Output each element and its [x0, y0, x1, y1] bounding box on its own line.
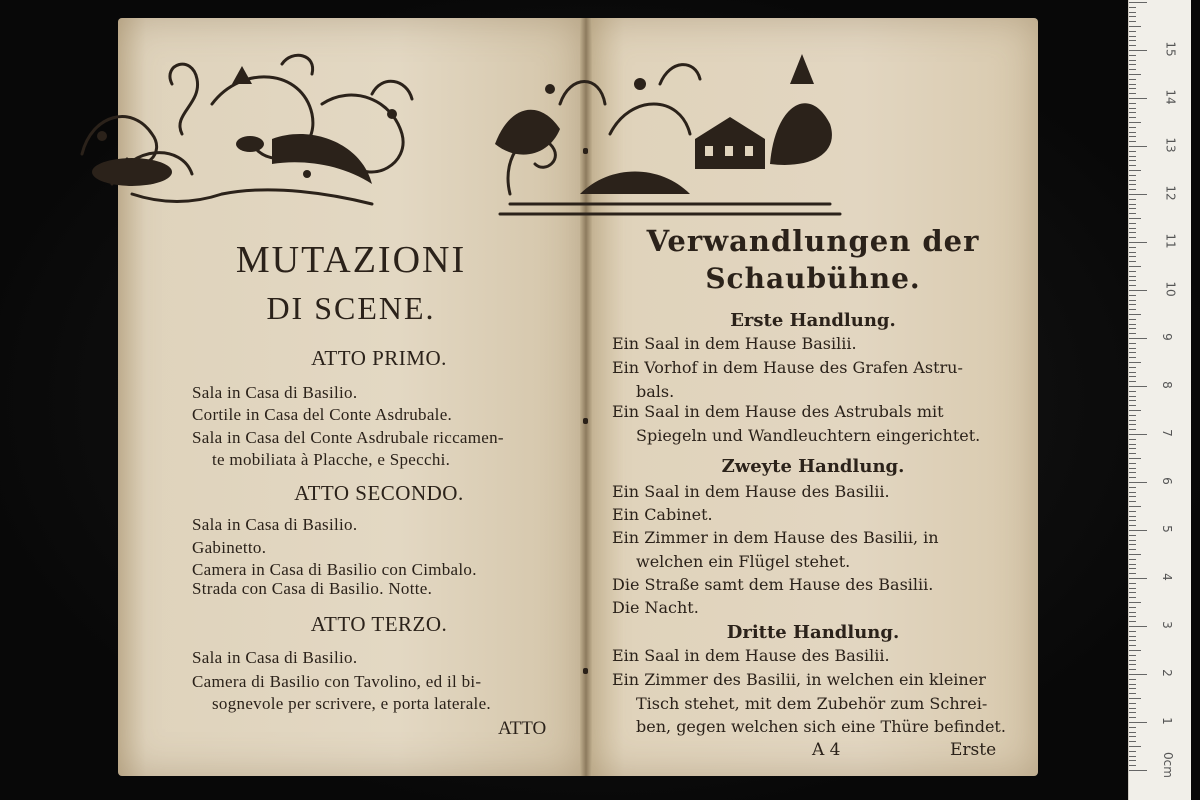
ruler-tick	[1129, 338, 1147, 339]
binding-stitch	[583, 418, 588, 424]
ruler-tick	[1129, 429, 1136, 430]
left-scene-line: Sala in Casa di Basilio.	[192, 383, 358, 402]
left-scene-line: Camera di Basilio con Tavolino, ed il bi-	[192, 672, 482, 691]
right-catchword: Erste	[950, 740, 997, 760]
ruler-tick	[1129, 165, 1136, 166]
ruler-tick	[1129, 640, 1136, 641]
left-act-heading: ATTO PRIMO.	[311, 346, 447, 370]
ruler-tick	[1129, 232, 1136, 233]
ruler-tick	[1129, 564, 1136, 565]
ruler-tick	[1129, 708, 1136, 709]
ruler-tick	[1129, 93, 1136, 94]
ruler-tick	[1129, 664, 1136, 665]
ruler-tick	[1129, 223, 1136, 224]
ruler-tick	[1129, 122, 1141, 123]
right-scene-line: welchen ein Flügel stehet.	[636, 552, 851, 571]
ruler-tick	[1129, 760, 1136, 761]
ruler-label: 5	[1159, 525, 1174, 533]
ruler-tick	[1129, 621, 1136, 622]
ruler-tick	[1129, 295, 1136, 296]
ruler-tick	[1129, 175, 1136, 176]
ruler-tick	[1129, 40, 1136, 41]
ruler-label: 8	[1159, 381, 1174, 389]
binding-stitch	[583, 668, 588, 674]
ruler-tick	[1129, 424, 1136, 425]
left-scene-line: Cortile in Casa del Conte Asdrubale.	[192, 405, 453, 424]
left-ornament-vignette	[72, 44, 432, 214]
ruler-label: 6	[1159, 477, 1174, 485]
ruler-tick	[1129, 516, 1136, 517]
ruler-tick	[1129, 602, 1141, 603]
ruler-tick	[1129, 309, 1136, 310]
ruler-tick	[1129, 631, 1136, 632]
ruler-tick	[1129, 156, 1136, 157]
ruler-tick	[1129, 343, 1136, 344]
ruler-label: 11	[1163, 233, 1178, 249]
ruler-label: 14	[1163, 89, 1178, 105]
ruler-tick	[1129, 84, 1136, 85]
ruler-tick	[1129, 645, 1136, 646]
ruler-tick	[1129, 136, 1136, 137]
ruler-tick	[1129, 636, 1136, 637]
ruler-tick	[1129, 544, 1136, 545]
ruler-tick	[1129, 333, 1136, 334]
ruler-tick	[1129, 55, 1136, 56]
ruler-tick	[1129, 266, 1141, 267]
left-scene-line: Sala in Casa di Basilio.	[192, 648, 358, 667]
ruler-label: 2	[1159, 669, 1174, 677]
ruler-tick	[1129, 583, 1136, 584]
right-scene-line: Ein Zimmer in dem Hause des Basilii, in	[612, 528, 939, 547]
ruler-tick	[1129, 396, 1136, 397]
ruler-tick	[1129, 280, 1136, 281]
ruler-label: 4	[1159, 573, 1174, 581]
ruler-tick	[1129, 434, 1147, 435]
ruler-tick	[1129, 88, 1136, 89]
ruler-tick	[1129, 256, 1136, 257]
ruler-tick	[1129, 367, 1136, 368]
ruler-tick	[1129, 127, 1136, 128]
ruler-tick	[1129, 64, 1136, 65]
ruler-tick	[1129, 410, 1141, 411]
ruler-tick	[1129, 453, 1136, 454]
ruler-tick	[1129, 554, 1141, 555]
ruler-tick	[1129, 588, 1136, 589]
left-catchword: ATTO	[498, 718, 547, 739]
ruler-tick	[1129, 79, 1136, 80]
ruler-tick	[1129, 141, 1136, 142]
left-scene-line: Sala in Casa del Conte Asdrubale riccamen-	[192, 428, 504, 447]
ruler-tick	[1129, 328, 1136, 329]
ruler-label: 12	[1163, 185, 1178, 201]
left-scene-line: Camera in Casa di Basilio con Cimbalo.	[192, 560, 477, 579]
ruler-tick	[1129, 746, 1141, 747]
ruler-tick	[1129, 458, 1141, 459]
ruler-tick	[1129, 290, 1147, 291]
ruler-tick	[1129, 160, 1136, 161]
ruler-tick	[1129, 626, 1147, 627]
ruler-label: 1	[1159, 717, 1174, 725]
ruler-tick	[1129, 314, 1141, 315]
ruler-tick	[1129, 21, 1136, 22]
ruler-tick	[1129, 218, 1141, 219]
right-landscape-vignette	[490, 44, 850, 222]
ruler-tick	[1129, 751, 1136, 752]
ruler-tick	[1129, 213, 1136, 214]
ruler-tick	[1129, 535, 1136, 536]
ruler-label: 15	[1163, 41, 1178, 57]
right-scene-line: Ein Saal in dem Hause des Astrubals mit	[612, 402, 944, 421]
right-scene-line: Ein Saal in dem Hause des Basilii.	[612, 482, 890, 501]
ruler-tick	[1129, 252, 1136, 253]
ruler-tick	[1129, 7, 1136, 8]
right-scene-line: Ein Cabinet.	[612, 505, 713, 524]
ruler-tick	[1129, 271, 1136, 272]
ruler-tick	[1129, 496, 1136, 497]
ruler-tick	[1129, 727, 1136, 728]
ruler-tick	[1129, 669, 1136, 670]
ruler-tick	[1129, 612, 1136, 613]
ruler-tick	[1129, 698, 1141, 699]
ruler-tick	[1129, 45, 1136, 46]
right-title-line2: Schaubühne.	[705, 262, 921, 295]
ruler-tick	[1129, 712, 1136, 713]
left-scene-line: Strada con Casa di Basilio. Notte.	[192, 579, 433, 598]
ruler-tick	[1129, 444, 1136, 445]
ruler-tick	[1129, 362, 1141, 363]
ruler-tick	[1129, 237, 1136, 238]
left-scene-line: sognevole per scrivere, e porta laterale.	[212, 694, 491, 713]
ruler-tick	[1129, 348, 1136, 349]
ruler-tick	[1129, 60, 1136, 61]
ruler-tick	[1129, 228, 1136, 229]
ruler-tick	[1129, 559, 1136, 560]
ruler-tick	[1129, 568, 1136, 569]
right-scene-line: Ein Saal in dem Hause des Basilii.	[612, 646, 890, 665]
ruler-tick	[1129, 679, 1136, 680]
ruler-tick	[1129, 285, 1136, 286]
ruler-tick	[1129, 357, 1136, 358]
ruler-label: 10	[1163, 281, 1178, 297]
signature-mark: A 4	[812, 740, 841, 760]
ruler-tick	[1129, 765, 1136, 766]
right-scene-line: Spiegeln und Wandleuchtern eingerichtet.	[636, 426, 981, 445]
ruler-tick	[1129, 376, 1136, 377]
ruler-tick	[1129, 405, 1136, 406]
ruler-tick	[1129, 194, 1147, 195]
ruler-tick	[1129, 400, 1136, 401]
ruler-tick	[1129, 386, 1147, 387]
ruler-tick	[1129, 477, 1136, 478]
ruler-tick	[1129, 103, 1136, 104]
ruler-tick	[1129, 112, 1136, 113]
ruler-label: 7	[1159, 429, 1174, 437]
ruler-tick	[1129, 98, 1147, 99]
ruler-tick	[1129, 372, 1136, 373]
ruler-tick	[1129, 74, 1141, 75]
ruler-tick	[1129, 525, 1136, 526]
ruler-tick	[1129, 674, 1147, 675]
ruler-tick	[1129, 204, 1136, 205]
ruler-label: 13	[1163, 137, 1178, 153]
ruler-tick	[1129, 650, 1141, 651]
ruler-tick	[1129, 50, 1147, 51]
left-scene-line: Sala in Casa di Basilio.	[192, 515, 358, 534]
right-scene-line: Ein Zimmer des Basilii, in welchen ein kleiner	[612, 670, 986, 689]
ruler-tick	[1129, 770, 1147, 771]
ruler-tick	[1129, 468, 1136, 469]
ruler-tick	[1129, 616, 1136, 617]
ruler-tick	[1129, 472, 1136, 473]
ruler-label: 9	[1159, 333, 1174, 341]
ruler-tick	[1129, 448, 1136, 449]
ruler-tick	[1129, 31, 1136, 32]
ruler-tick	[1129, 487, 1136, 488]
ruler-tick	[1129, 506, 1141, 507]
ruler-tick	[1129, 12, 1136, 13]
ruler-tick	[1129, 756, 1136, 757]
left-act-heading: ATTO SECONDO.	[294, 481, 464, 505]
ruler-tick	[1129, 439, 1136, 440]
ruler-tick	[1129, 592, 1136, 593]
ruler-tick	[1129, 132, 1136, 133]
ruler-tick	[1129, 146, 1147, 147]
right-scene-line: Ein Saal in dem Hause Basilii.	[612, 334, 857, 353]
left-scene-line: te mobiliata à Placche, e Specchi.	[212, 450, 451, 469]
ruler-tick	[1129, 381, 1136, 382]
right-scene-line: bals.	[636, 382, 675, 401]
ruler-tick	[1129, 693, 1136, 694]
ruler-tick	[1129, 151, 1136, 152]
ruler-label: 3	[1159, 621, 1174, 629]
ruler-tick	[1129, 463, 1136, 464]
left-act-heading: ATTO TERZO.	[310, 612, 448, 636]
ruler-tick	[1129, 208, 1136, 209]
ruler-tick	[1129, 540, 1136, 541]
ruler-tick	[1129, 180, 1136, 181]
ruler-tick	[1129, 117, 1136, 118]
ruler-tick	[1129, 16, 1136, 17]
ruler-tick	[1129, 26, 1141, 27]
ruler-tick	[1129, 189, 1136, 190]
ruler-tick	[1129, 732, 1136, 733]
ruler-tick	[1129, 261, 1136, 262]
right-title-line1: Verwandlungen der	[646, 224, 980, 258]
ruler-zero-label: 0cm	[1160, 752, 1175, 778]
right-scene-line: ben, gegen welchen sich eine Thüre befindet.	[636, 717, 1006, 736]
ruler-tick	[1129, 703, 1136, 704]
ruler-tick	[1129, 501, 1136, 502]
ruler-tick	[1129, 2, 1147, 3]
ruler-tick	[1129, 420, 1136, 421]
ruler-tick	[1129, 688, 1136, 689]
ruler-tick	[1129, 415, 1136, 416]
ruler-tick	[1129, 578, 1147, 579]
ruler-tick	[1129, 597, 1136, 598]
measuring-ruler	[1128, 0, 1191, 800]
ruler-tick	[1129, 482, 1147, 483]
left-title-line2: DI SCENE.	[266, 290, 436, 326]
ruler-tick	[1129, 247, 1136, 248]
right-scene-line: Die Nacht.	[612, 598, 699, 617]
ruler-tick	[1129, 492, 1136, 493]
ruler-tick	[1129, 184, 1136, 185]
right-scene-line: Ein Vorhof in dem Hause des Grafen Astru-	[612, 358, 963, 377]
ruler-tick	[1129, 549, 1136, 550]
ruler-tick	[1129, 741, 1136, 742]
left-scene-line: Gabinetto.	[192, 538, 267, 557]
ruler-tick	[1129, 242, 1147, 243]
ruler-tick	[1129, 736, 1136, 737]
ruler-tick	[1129, 276, 1136, 277]
ruler-tick	[1129, 300, 1136, 301]
ruler-tick	[1129, 520, 1136, 521]
right-act-heading: Erste Handlung.	[730, 310, 896, 331]
right-act-heading: Zweyte Handlung.	[721, 456, 905, 477]
ruler-tick	[1129, 36, 1136, 37]
ruler-tick	[1129, 69, 1136, 70]
ruler-tick	[1129, 722, 1147, 723]
ruler-tick	[1129, 199, 1136, 200]
ruler-tick	[1129, 304, 1136, 305]
ruler-tick	[1129, 511, 1136, 512]
ruler-tick	[1129, 607, 1136, 608]
ruler-tick	[1129, 573, 1136, 574]
right-act-heading: Dritte Handlung.	[726, 622, 900, 643]
right-scene-line: Die Straße samt dem Hause des Basilii.	[612, 575, 934, 594]
ruler-tick	[1129, 655, 1136, 656]
ruler-tick	[1129, 319, 1136, 320]
right-scene-line: Tisch stehet, mit dem Zubehör zum Schrei-	[636, 694, 988, 713]
ruler-tick	[1129, 684, 1136, 685]
ruler-tick	[1129, 717, 1136, 718]
ruler-tick	[1129, 170, 1141, 171]
ruler-tick	[1129, 660, 1136, 661]
ruler-tick	[1129, 391, 1136, 392]
left-title-line1: MUTAZIONI	[235, 239, 467, 281]
ruler-tick	[1129, 352, 1136, 353]
ruler-tick	[1129, 108, 1136, 109]
ruler-tick	[1129, 530, 1147, 531]
ruler-tick	[1129, 324, 1136, 325]
